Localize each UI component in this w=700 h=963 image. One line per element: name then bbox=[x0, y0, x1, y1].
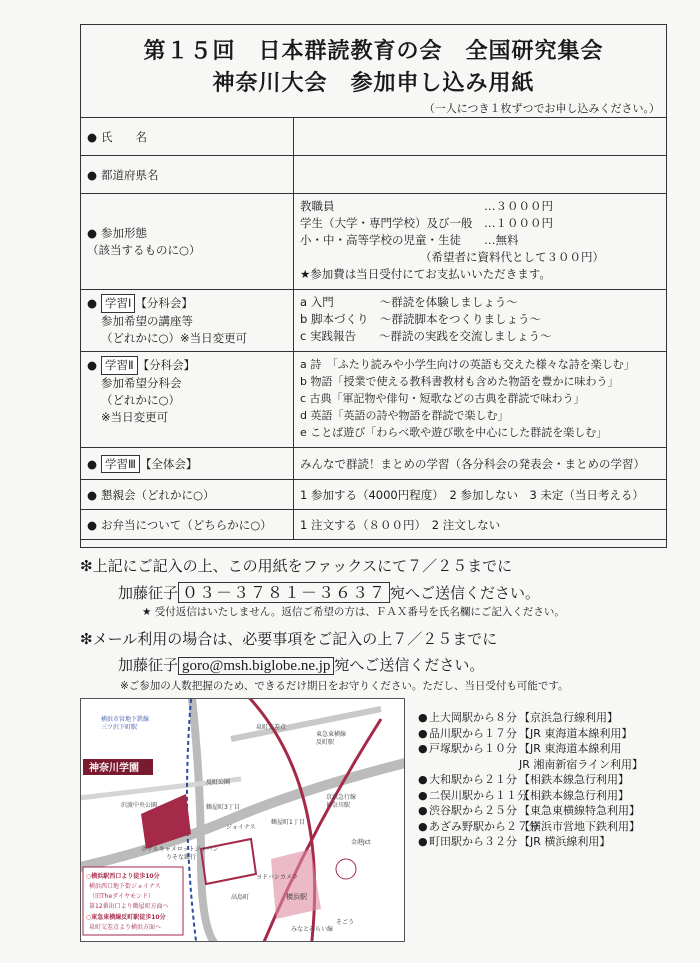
map-label: 横浜市営地下鉄線 bbox=[101, 716, 150, 723]
access-station: 上大岡駅から８分 bbox=[429, 711, 517, 724]
fee-line: 小・中・高等学校の児童・生徒 …無料 bbox=[300, 233, 519, 247]
map-label: 三ツ沢下町駅 bbox=[101, 724, 138, 731]
lunch-label: お弁当について（どちらかに○） bbox=[101, 517, 272, 532]
bullet-icon: ● bbox=[418, 819, 428, 833]
party-label-cell bbox=[81, 480, 294, 510]
study1-options-cell[interactable] bbox=[294, 290, 667, 352]
fax-tail: 宛へご送信ください。 bbox=[390, 584, 541, 602]
study1-option[interactable]: a 入門 ～群読を体験しましょう～ bbox=[300, 295, 518, 309]
fee-line: ★参加費は当日受付にてお支払いいただきます。 bbox=[300, 267, 551, 281]
bullet-icon: ● bbox=[418, 726, 428, 740]
bullet-icon: ● bbox=[87, 167, 98, 182]
bullet-icon: ● bbox=[87, 487, 98, 502]
bullet-icon: ● bbox=[87, 358, 98, 372]
access-line: 【相鉄本線急行利用】 bbox=[519, 788, 629, 802]
access-station: 大和駅から２１分 bbox=[429, 773, 517, 786]
study1-sub: 参加希望の講座等 bbox=[101, 314, 193, 328]
road bbox=[81, 759, 404, 869]
pref-label-cell bbox=[81, 156, 294, 194]
study1-option[interactable]: c 実践報告 ～群読の実践を交流しましょう～ bbox=[300, 329, 552, 343]
bullet-icon: ● bbox=[87, 225, 98, 240]
study2-option[interactable]: e ことば遊び「わらべ歌や遊び歌を中心にした群読を楽しむ」 bbox=[300, 426, 608, 439]
study2-option[interactable]: a 詩 「ふたり読みや小学生向けの英語も交えた様々な詩を楽しむ」 bbox=[300, 358, 635, 371]
name-label-cell bbox=[81, 118, 294, 156]
bullet-icon: ● bbox=[418, 788, 428, 802]
map-legend-line: ○東急東横線反町駅徒歩10分 bbox=[86, 914, 166, 921]
bullet-icon: ● bbox=[418, 835, 428, 848]
study1-sub: （どれかに○）※当日変更可 bbox=[101, 331, 248, 345]
map-svg bbox=[81, 699, 404, 941]
access-row bbox=[418, 740, 643, 756]
study2-badge: 学習Ⅱ bbox=[101, 356, 138, 375]
study2-label-cell bbox=[81, 352, 294, 448]
map-label: 高島町 bbox=[231, 894, 250, 901]
bullet-icon: ● bbox=[87, 517, 98, 532]
mail-instruction: ❇メール利用の場合は、必要事項をご記入の上７／２５までに bbox=[80, 630, 498, 648]
fax-line bbox=[118, 580, 540, 603]
study2-sub: ※当日変更可 bbox=[101, 410, 169, 424]
access-line: 【JR 横浜線利用】 bbox=[519, 835, 611, 848]
bullet-icon: ● bbox=[418, 773, 428, 786]
access-list bbox=[418, 709, 643, 849]
map-label: 反町公園 bbox=[206, 779, 231, 786]
map-label: ジョイナス bbox=[226, 824, 256, 831]
access-line: 【相鉄本線急行利用】 bbox=[519, 773, 629, 786]
map-label: 鶴屋町3丁目 bbox=[206, 804, 240, 811]
name-label: 氏 名 bbox=[101, 129, 147, 144]
study2-label: 【分科会】 bbox=[137, 358, 196, 372]
study1-badge: 学習Ⅰ bbox=[101, 294, 135, 313]
access-station: 渋谷駅から２５分 bbox=[429, 804, 517, 817]
study1-label-cell bbox=[81, 290, 294, 352]
study3-label-cell bbox=[81, 448, 294, 480]
fax-recipient: 加藤征子 bbox=[118, 584, 179, 602]
study2-option[interactable]: c 古典「軍記物や俳句・短歌などの古典を群読で味わう」 bbox=[300, 392, 585, 405]
map-label: ホテルキャメロットジャパン bbox=[141, 846, 219, 853]
map-label: 反町駅 bbox=[316, 739, 335, 746]
study2-option[interactable]: d 英語「英語の詩や物語を群読で楽しむ」 bbox=[300, 409, 509, 422]
access-row bbox=[418, 771, 643, 787]
access-row bbox=[418, 787, 643, 803]
map-label: 金港Jct bbox=[351, 839, 371, 846]
access-line: JR 湘南新宿ライン利用】 bbox=[519, 757, 644, 771]
map-label: 鶴屋町1丁目 bbox=[271, 819, 305, 826]
fax-number[interactable]: ０３－３７８１－３６３７ bbox=[178, 582, 390, 603]
study2-sub: 参加希望分科会 bbox=[101, 376, 182, 390]
mail-note: ※ご参加の人数把握のため、できるだけ期日をお守りください。ただし、当日受付も可能です。 bbox=[120, 680, 569, 692]
study3-value-cell bbox=[294, 448, 667, 480]
fax-note: ★ 受付返信はいたしません。返信ご希望の方は、ＦＡＸ番号を氏名欄にご記入ください。 bbox=[142, 606, 565, 618]
name-input-cell[interactable] bbox=[294, 118, 667, 156]
junction-marker bbox=[336, 859, 356, 879]
party-options-cell[interactable] bbox=[294, 480, 667, 510]
map-label: 泉町交差点 bbox=[256, 724, 287, 731]
mail-recipient: 加藤征子 bbox=[118, 656, 179, 674]
access-row bbox=[418, 802, 643, 818]
mail-tail: 宛へご送信ください。 bbox=[334, 656, 485, 674]
access-station: 二俣川駅から１１分 bbox=[429, 788, 528, 802]
study2-option[interactable]: b 物語「授業で使える教科書教材も含めた物語を豊かに味わう」 bbox=[300, 375, 619, 388]
access-map bbox=[80, 698, 405, 942]
map-label: 京浜急行線 bbox=[326, 794, 357, 801]
map-label: ヨドバシカメラ bbox=[256, 874, 298, 881]
pref-input-cell[interactable] bbox=[294, 156, 667, 194]
map-legend-line: （旧Theダイヤモンド） bbox=[89, 893, 155, 900]
access-row bbox=[418, 725, 643, 741]
access-line: 【JR 東海道本線利用 bbox=[519, 742, 622, 755]
study2-sub: （どれかに○） bbox=[101, 393, 181, 407]
map-legend-line: 第12番出口より鶴屋町方面へ bbox=[89, 903, 169, 910]
map-label: りそな銀行 bbox=[166, 854, 197, 861]
map-label: みなとみらい線 bbox=[291, 926, 334, 933]
venue-label: 神奈川学園 bbox=[89, 763, 139, 774]
access-row bbox=[418, 709, 643, 725]
access-line: 【京浜急行線利用】 bbox=[519, 711, 618, 724]
access-station: あざみ野駅から２７分 bbox=[429, 819, 539, 833]
fee-line: 教職員 …３０００円 bbox=[300, 199, 553, 213]
bullet-icon: ● bbox=[87, 456, 98, 471]
party-label: 懇親会（どれかに○） bbox=[101, 487, 215, 502]
lunch-options[interactable]: 1 注文する（８００円） 2 注文しない bbox=[300, 517, 501, 532]
map-label: 神奈川駅 bbox=[326, 802, 351, 809]
fee-line: 学生（大学・専門学校）及び一般 …１０００円 bbox=[300, 216, 553, 230]
road bbox=[231, 709, 381, 739]
fee-label: 参加形態 bbox=[101, 225, 147, 240]
access-line: 【JR 東海道本線利用】 bbox=[519, 726, 633, 740]
access-line: 【横浜市営地下鉄利用】 bbox=[519, 819, 640, 833]
access-row bbox=[418, 818, 643, 834]
study3-badge: 学習Ⅲ bbox=[101, 455, 140, 473]
pref-label: 都道府県名 bbox=[101, 167, 159, 182]
map-legend-line: ○横浜駅西口より徒歩10分 bbox=[86, 873, 160, 880]
lunch-options-cell[interactable] bbox=[294, 510, 667, 540]
bullet-icon: ● bbox=[418, 742, 428, 755]
map-label: 東急東横線 bbox=[316, 731, 347, 738]
map-label: 横浜駅 bbox=[286, 893, 307, 901]
access-station: 町田駅から３２分 bbox=[429, 835, 517, 848]
bullet-icon: ● bbox=[418, 804, 428, 817]
party-options[interactable]: 1 参加する（4000円程度） 2 参加しない 3 未定（当日考える） bbox=[300, 487, 644, 502]
study1-label: 【分科会】 bbox=[135, 296, 193, 310]
access-station: 戸塚駅から１０分 bbox=[429, 742, 517, 755]
map-label: そごう bbox=[336, 919, 355, 926]
study2-options-cell[interactable] bbox=[294, 352, 667, 448]
fee-sub-label: （該当するものに○） bbox=[87, 242, 201, 257]
access-station: 品川駅から１７分 bbox=[429, 726, 517, 740]
fee-label-cell bbox=[81, 194, 294, 290]
study1-option[interactable]: b 脚本づくり ～群読脚本をつくりましょう～ bbox=[300, 312, 541, 326]
map-label: 沢渡中央公園 bbox=[121, 802, 158, 809]
title-line-1: 第１５回 日本群読教育の会 全国研究集会 bbox=[143, 39, 604, 64]
study3-value: みんなで群読！まとめの学習（各分科会の発表会・まとめの学習） bbox=[300, 456, 645, 471]
application-form-table bbox=[80, 117, 667, 540]
title-line-2: 神奈川大会 参加申し込み用紙 bbox=[212, 71, 535, 96]
bullet-icon: ● bbox=[87, 296, 98, 310]
access-row bbox=[418, 833, 643, 849]
study3-label: 【全体会】 bbox=[139, 456, 198, 471]
bullet-icon: ● bbox=[418, 711, 428, 724]
lunch-label-cell bbox=[81, 510, 294, 540]
mail-line bbox=[118, 654, 484, 675]
map-legend-line: 横浜西口地下街ジョイナス bbox=[89, 883, 161, 890]
map-legend-line: 泉町交差点より横浜方面へ bbox=[89, 924, 162, 931]
fee-options-cell[interactable] bbox=[294, 194, 667, 290]
header-note: （一人につき１枚ずつでお申し込みください。） bbox=[423, 102, 660, 115]
access-row bbox=[418, 756, 643, 772]
fax-instruction: ❇上記にご記入の上、この用紙をファックスにて７／２５までに bbox=[80, 557, 513, 575]
bullet-icon: ● bbox=[87, 129, 98, 144]
fee-line: （希望者に資料代として３００円） bbox=[420, 250, 604, 264]
access-line: 【東急東横線特急利用】 bbox=[519, 804, 640, 817]
mail-address[interactable]: goro@msh.biglobe.ne.jp bbox=[178, 657, 334, 675]
